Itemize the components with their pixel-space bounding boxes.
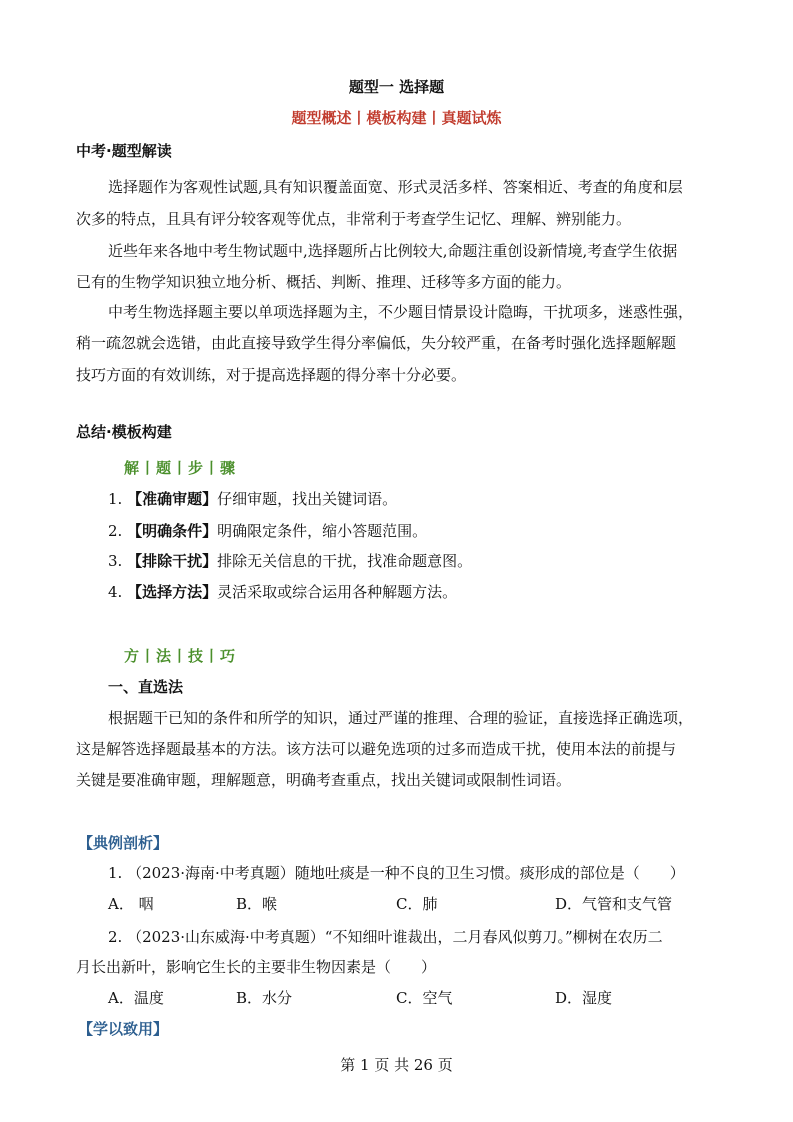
apply-heading: 【学以致用】 xyxy=(78,1020,169,1038)
page-subtitle: 题型概述丨模板构建丨真题试炼 xyxy=(291,109,502,127)
question-2-line-2: 月长出新叶，影响它生长的主要非生物因素是（ ） xyxy=(76,958,437,976)
page-footer: 第 1 页 共 26 页 xyxy=(340,1056,453,1074)
step-number: 3. xyxy=(108,552,123,570)
step-label: 【选择方法】 xyxy=(127,583,218,601)
step-number: 1. xyxy=(108,490,123,508)
method-1-line-1: 根据题干已知的条件和所学的知识，通过严谨的推理、合理的验证，直接选择正确选项， xyxy=(108,709,694,727)
q1-option-c: C．肺 xyxy=(396,895,438,913)
paragraph-1-line-2: 次多的特点，且具有评分较客观等优点，非常利于考查学生记忆、理解、辨别能力。 xyxy=(76,210,632,228)
step-label: 【准确审题】 xyxy=(127,490,218,508)
paragraph-1-line-1: 选择题作为客观性试题,具有知识覆盖面宽、形式灵活多样、答案相近、考查的角度和层 xyxy=(108,178,683,196)
q2-option-c: C．空气 xyxy=(396,989,453,1007)
step-number: 2. xyxy=(108,522,123,540)
section-heading-template: 总结·模板构建 xyxy=(76,423,172,441)
paragraph-3-line-1: 中考生物选择题主要以单项选择题为主，不少题目情景设计隐晦，干扰项多，迷惑性强， xyxy=(108,303,694,321)
section-heading-interpretation: 中考·题型解读 xyxy=(76,142,172,160)
step-label: 【明确条件】 xyxy=(127,522,218,540)
step-item xyxy=(108,550,472,571)
step-text: 灵活采取或综合运用各种解题方法。 xyxy=(217,583,458,601)
methods-title: 方丨法丨技丨巧 xyxy=(124,647,237,665)
method-1-heading: 一、直选法 xyxy=(108,678,184,696)
step-item xyxy=(108,488,397,509)
q1-option-a: A． 咽 xyxy=(108,895,154,913)
q2-option-a: A．温度 xyxy=(108,989,164,1007)
paragraph-2-line-2: 已有的生物学知识独立地分析、概括、判断、推理、迁移等多方面的能力。 xyxy=(76,273,572,291)
step-text: 仔细审题，找出关键词语。 xyxy=(217,490,398,508)
method-1-line-2: 这是解答选择题最基本的方法。该方法可以避免选项的过多而造成干扰，使用本法的前提与 xyxy=(76,740,677,758)
q1-option-d: D．气管和支气管 xyxy=(555,895,673,913)
step-item xyxy=(108,581,457,602)
question-2-line-1: 2. （2023·山东威海·中考真题）“不知细叶谁裁出，二月春风似剪刀。”柳树在农历二 xyxy=(108,928,663,946)
paragraph-3-line-2: 稍一疏忽就会选错，由此直接导致学生得分率偏低，失分较严重，在备考时强化选择题解题 xyxy=(76,334,677,352)
step-text: 明确限定条件，缩小答题范围。 xyxy=(217,522,428,540)
page-title: 题型一 选择题 xyxy=(348,78,445,96)
step-label: 【排除干扰】 xyxy=(127,552,218,570)
step-number: 4. xyxy=(108,583,123,601)
step-text: 排除无关信息的干扰，找准命题意图。 xyxy=(217,552,473,570)
q2-option-b: B．水分 xyxy=(236,989,293,1007)
method-1-line-3: 关键是要准确审题，理解题意，明确考查重点，找出关键词或限制性词语。 xyxy=(76,771,572,789)
paragraph-3-line-3: 技巧方面的有效训练，对于提高选择题的得分率十分必要。 xyxy=(76,366,467,384)
question-1: 1. （2023·海南·中考真题）随地吐痰是一种不良的卫生习惯。痰形成的部位是（ ） xyxy=(108,864,685,882)
step-item xyxy=(108,520,427,541)
q2-option-d: D．湿度 xyxy=(555,989,613,1007)
paragraph-2-line-1: 近些年来各地中考生物试题中,选择题所占比例较大,命题注重创设新情境,考查学生依据 xyxy=(108,242,678,260)
steps-title: 解丨题丨步丨骤 xyxy=(124,459,237,477)
q1-option-b: B．喉 xyxy=(236,895,278,913)
examples-heading: 【典例剖析】 xyxy=(78,834,169,852)
